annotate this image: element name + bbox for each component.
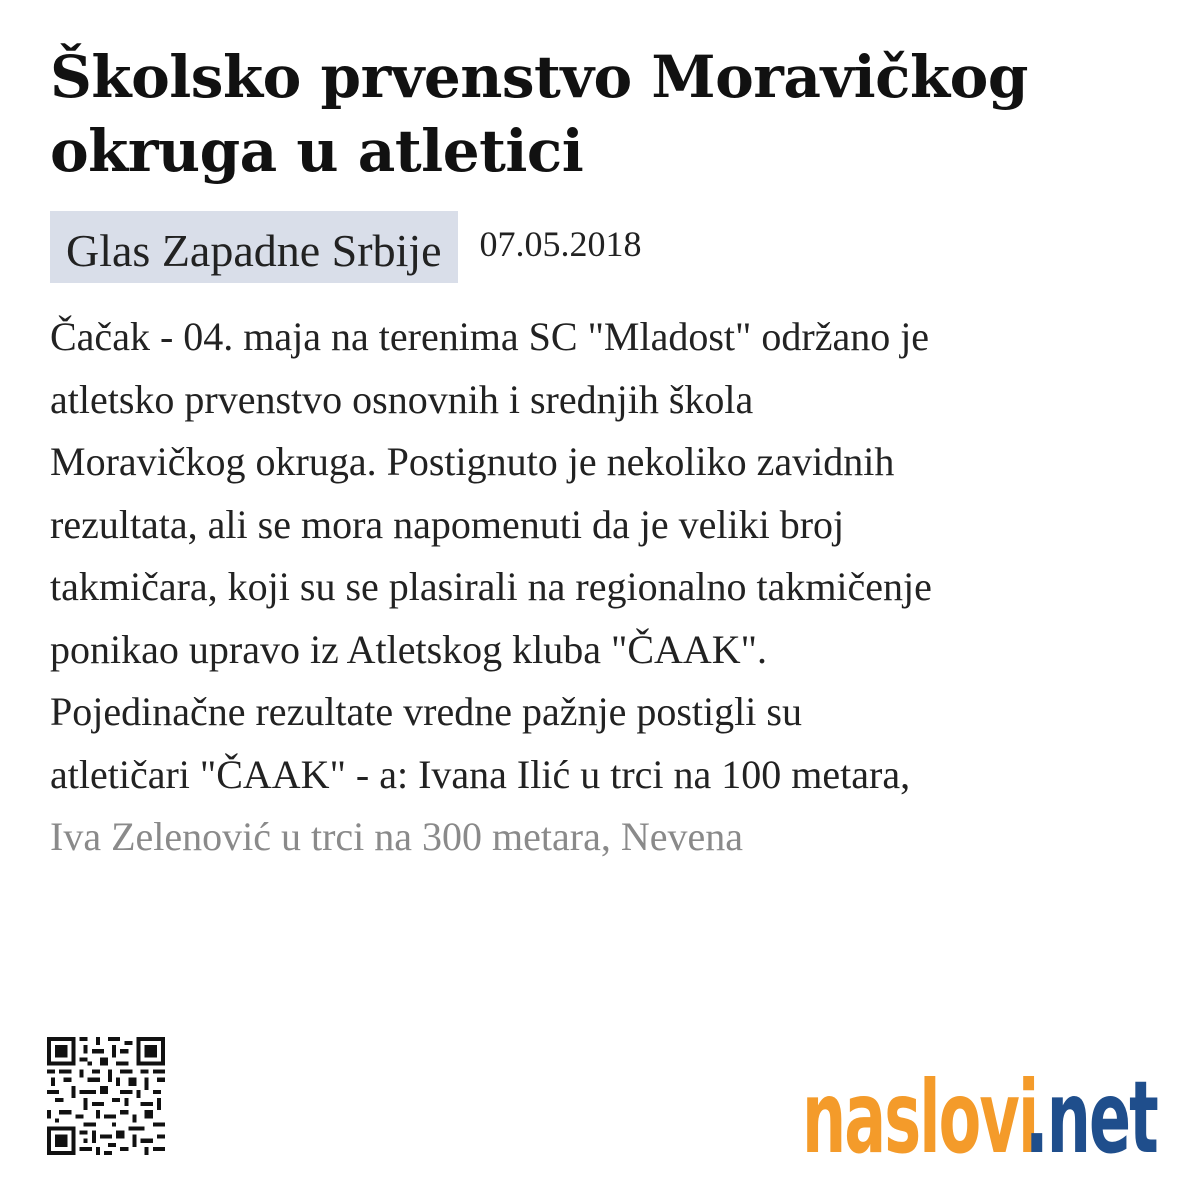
body-line: Moravičkog okruga. Postignuto je nekoliko zavidnih xyxy=(50,439,895,484)
logo-text-tld: .net xyxy=(1025,1059,1157,1168)
article-title: Školsko prvenstvo Moravičkog okruga u atletici xyxy=(50,43,1028,185)
qr-code-icon[interactable] xyxy=(47,1037,165,1155)
body-line: rezultata, ali se mora napomenuti da je veliki broj xyxy=(50,501,845,547)
logo-text-main: naslovi xyxy=(802,1059,1038,1168)
body-line: atletičari "ČAAK" - a: Ivana Ilić u trci na 100 metara, xyxy=(50,751,911,797)
article-body xyxy=(50,306,1160,869)
body-line: atletsko prvenstvo osnovnih i srednjih škola xyxy=(50,376,754,422)
source-badge[interactable]: Glas Zapadne Srbije xyxy=(50,211,458,283)
article-meta xyxy=(50,211,642,283)
naslovi-net-logo[interactable] xyxy=(802,1058,1164,1168)
body-line: Pojedinačne rezultate vredne pažnje postigli su xyxy=(50,689,802,734)
body-line: ponikao upravo iz Atletskog kluba "ČAAK". xyxy=(50,626,768,672)
body-line: takmičara, koji su se plasirali na regionalno takmičenje xyxy=(50,564,932,609)
publish-date: 07.05.2018 xyxy=(479,224,642,264)
body-line: Čačak - 04. maja na terenima SC "Mladost" održano je xyxy=(50,314,930,359)
body-line-faded: Iva Zelenović u trci na 300 metara, Nevena xyxy=(50,814,744,859)
